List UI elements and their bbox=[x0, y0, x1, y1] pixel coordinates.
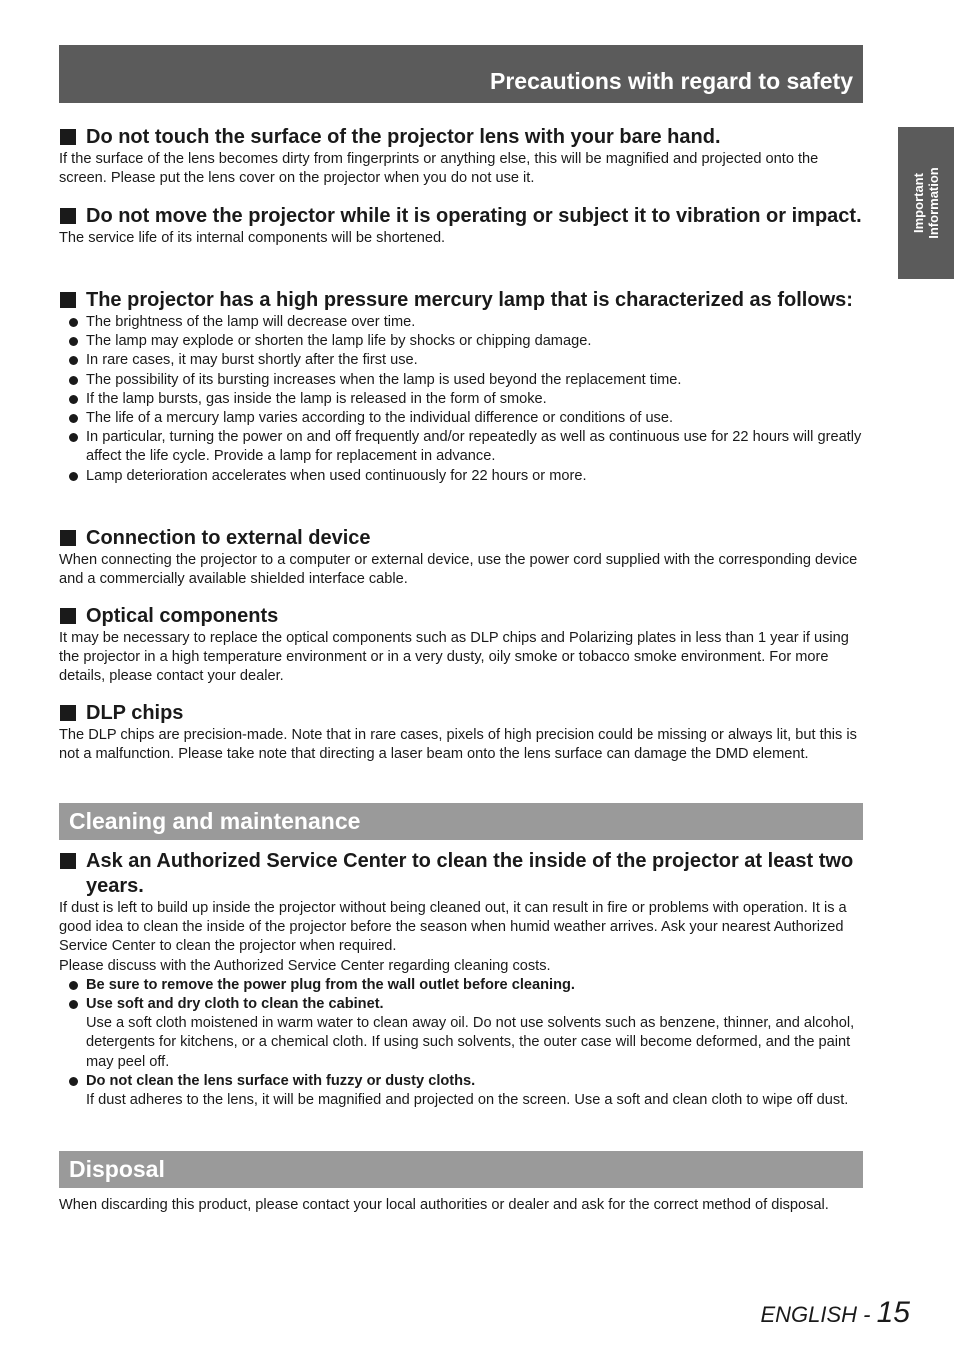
list-item: The brightness of the lamp will decrease over time. bbox=[59, 313, 863, 332]
section-cleaning-heading: Ask an Authorized Service Center to clean the inside of the projector at least two years. bbox=[59, 849, 863, 899]
list-item bbox=[59, 976, 863, 995]
section-dlp-text: The DLP chips are precision-made. Note that in rare cases, pixels of high precision could be missing or always lit, but this is not a malfunction. Please take note that directing a laser beam onto the lens surface can damage the DMD element. bbox=[59, 727, 857, 763]
section-connection-text: When connecting the projector to a computer or external device, use the power cord supplied with the corresponding device and a commercially available shielded interface cable. bbox=[59, 552, 858, 588]
list-item-text: If dust adheres to the lens, it will be magnified and projected on the screen. Use a soft and clean cloth to wipe off dust. bbox=[86, 1092, 849, 1109]
page-header-title: Precautions with regard to safety bbox=[490, 68, 853, 94]
list-item: The possibility of its bursting increases when the lamp is used beyond the replacement time. bbox=[59, 371, 863, 390]
section-move bbox=[59, 204, 863, 248]
list-item-bold: Do not clean the lens surface with fuzzy or dusty cloths. bbox=[86, 1072, 476, 1089]
side-tab-label: Important Information bbox=[911, 167, 941, 239]
section-optical bbox=[59, 604, 863, 687]
section-cleaning bbox=[59, 849, 863, 1110]
footer-language: ENGLISH - bbox=[760, 1302, 877, 1327]
section-lens bbox=[59, 125, 863, 188]
lamp-list bbox=[59, 313, 863, 486]
section-lens-text: If the surface of the lens becomes dirty from fingerprints or anything else, this will be magnified and projected onto the screen. Please put the lens cover on the projector when you do not use it. bbox=[59, 151, 819, 187]
list-item: The lamp may explode or shorten the lamp life by shocks or chipping damage. bbox=[59, 332, 863, 351]
list-item-text: Use a soft cloth moistened in warm water to clean away oil. Do not use solvents such as benzene, thinner, and alcohol, detergents for kitchens, or a chemical cloth. If using such solvents, the outer case will become deformed, and the paint may peel off. bbox=[86, 1015, 855, 1070]
list-item bbox=[59, 995, 863, 1072]
section-lamp bbox=[59, 288, 863, 486]
section-dlp bbox=[59, 701, 863, 764]
section-cleaning-costs: Please discuss with the Authorized Service Center regarding cleaning costs. bbox=[59, 957, 551, 974]
section-connection-heading: Connection to external device bbox=[59, 526, 863, 551]
list-item-bold: Use soft and dry cloth to clean the cabinet. bbox=[86, 996, 384, 1013]
side-tab-important-information bbox=[898, 127, 954, 279]
list-item: In particular, turning the power on and off frequently and/or repeatedly as well as continuous use for 22 hours will greatly affect the life cycle. Provide a lamp for replacement in advance. bbox=[59, 428, 863, 466]
list-item bbox=[59, 1072, 863, 1110]
section-optical-heading: Optical components bbox=[59, 604, 863, 629]
disposal-section-title: Disposal bbox=[69, 1156, 165, 1182]
cleaning-section-title: Cleaning and maintenance bbox=[69, 808, 361, 834]
section-move-heading: Do not move the projector while it is operating or subject it to vibration or impact. bbox=[59, 204, 863, 229]
section-optical-text: It may be necessary to replace the optical components such as DLP chips and Polarizing plates in less than 1 year if using the projector in a high temperature environment or in a very dusty, oily smoke or tobacco smoke environment. For more details, please contact your dealer. bbox=[59, 630, 849, 685]
section-disposal bbox=[59, 1196, 863, 1215]
section-lamp-heading: The projector has a high pressure mercury lamp that is characterized as follows: bbox=[59, 288, 863, 313]
list-item: Lamp deterioration accelerates when used continuously for 22 hours or more. bbox=[59, 467, 863, 486]
section-dlp-heading: DLP chips bbox=[59, 701, 863, 726]
section-disposal-text: When discarding this product, please contact your local authorities or dealer and ask for the correct method of disposal. bbox=[59, 1197, 829, 1213]
list-item: In rare cases, it may burst shortly after the first use. bbox=[59, 351, 863, 370]
section-lens-heading: Do not touch the surface of the projector lens with your bare hand. bbox=[59, 125, 863, 150]
section-connection bbox=[59, 526, 863, 589]
list-item: If the lamp bursts, gas inside the lamp is released in the form of smoke. bbox=[59, 390, 863, 409]
disposal-section-bar bbox=[59, 1151, 863, 1188]
list-item-bold: Be sure to remove the power plug from the wall outlet before cleaning. bbox=[86, 976, 575, 993]
section-move-text: The service life of its internal components will be shortened. bbox=[59, 230, 446, 246]
page-number: 15 bbox=[876, 1296, 910, 1329]
page-footer bbox=[760, 1296, 910, 1330]
page-header-bar bbox=[59, 45, 863, 103]
section-cleaning-text: If dust is left to build up inside the projector without being cleaned out, it can result in fire or problems with operation. It is a good idea to clean the inside of the projector before the season when humid weather arrives. Ask your nearest Authorized Service Center to clean the projector when required. bbox=[59, 900, 847, 955]
list-item: The life of a mercury lamp varies according to the individual difference or conditions of use. bbox=[59, 409, 863, 428]
cleaning-list bbox=[59, 976, 863, 1110]
cleaning-section-bar bbox=[59, 803, 863, 840]
